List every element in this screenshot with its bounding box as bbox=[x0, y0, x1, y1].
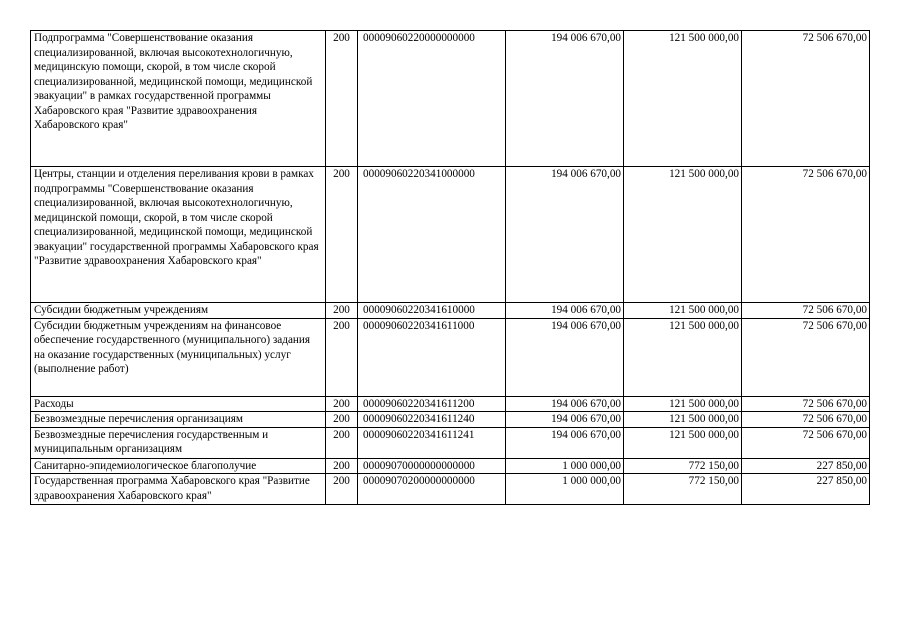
row-executed-cell: 121 500 000,00 bbox=[624, 427, 742, 458]
table-row bbox=[31, 318, 870, 396]
row-kbk-cell: 00009060220341611000 bbox=[358, 318, 506, 396]
row-plan-cell: 194 006 670,00 bbox=[506, 303, 624, 319]
table-row bbox=[31, 31, 870, 167]
row-remaining-cell: 227 850,00 bbox=[742, 458, 870, 474]
row-code-cell: 200 bbox=[326, 396, 358, 412]
row-name-cell: Безвозмездные перечисления организациям bbox=[31, 412, 326, 428]
row-executed-cell: 121 500 000,00 bbox=[624, 167, 742, 303]
row-code-cell: 200 bbox=[326, 458, 358, 474]
row-executed-cell: 772 150,00 bbox=[624, 474, 742, 505]
row-plan-cell: 194 006 670,00 bbox=[506, 396, 624, 412]
row-name-cell: Центры, станции и отделения переливания крови в рамках подпрограммы "Совершенствование оказания специализированной, включая высокотехнологичную, медицинской помощи, скорой, в том числе скорой специализированной, медицинской помощи, медицинской эвакуации" государственной программы Хабаровского края "Развитие здравоохранения Хабаровского края" bbox=[31, 167, 326, 303]
row-kbk-cell: 00009060220000000000 bbox=[358, 31, 506, 167]
row-remaining-cell: 72 506 670,00 bbox=[742, 318, 870, 396]
row-code-cell: 200 bbox=[326, 167, 358, 303]
row-name-cell: Расходы bbox=[31, 396, 326, 412]
row-plan-cell: 194 006 670,00 bbox=[506, 427, 624, 458]
row-remaining-cell: 72 506 670,00 bbox=[742, 303, 870, 319]
row-name-cell: Санитарно-эпидемиологическое благополучие bbox=[31, 458, 326, 474]
row-name-cell: Субсидии бюджетным учреждениям на финансовое обеспечение государственного (муниципального) задания на оказание государственных (муниципальных) услуг (выполнение работ) bbox=[31, 318, 326, 396]
row-name-cell: Безвозмездные перечисления государственным и муниципальным организациям bbox=[31, 427, 326, 458]
row-kbk-cell: 00009060220341611200 bbox=[358, 396, 506, 412]
table-row bbox=[31, 427, 870, 458]
table-row bbox=[31, 167, 870, 303]
row-kbk-cell: 00009060220341000000 bbox=[358, 167, 506, 303]
table-row bbox=[31, 396, 870, 412]
row-kbk-cell: 00009060220341611240 bbox=[358, 412, 506, 428]
budget-execution-table bbox=[30, 30, 870, 505]
row-remaining-cell: 72 506 670,00 bbox=[742, 412, 870, 428]
row-remaining-cell: 227 850,00 bbox=[742, 474, 870, 505]
row-executed-cell: 121 500 000,00 bbox=[624, 303, 742, 319]
row-plan-cell: 194 006 670,00 bbox=[506, 318, 624, 396]
row-code-cell: 200 bbox=[326, 303, 358, 319]
row-remaining-cell: 72 506 670,00 bbox=[742, 167, 870, 303]
row-plan-cell: 1 000 000,00 bbox=[506, 474, 624, 505]
row-executed-cell: 121 500 000,00 bbox=[624, 318, 742, 396]
row-plan-cell: 194 006 670,00 bbox=[506, 31, 624, 167]
row-executed-cell: 121 500 000,00 bbox=[624, 412, 742, 428]
row-remaining-cell: 72 506 670,00 bbox=[742, 427, 870, 458]
row-plan-cell: 1 000 000,00 bbox=[506, 458, 624, 474]
row-name-cell: Субсидии бюджетным учреждениям bbox=[31, 303, 326, 319]
row-kbk-cell: 00009060220341610000 bbox=[358, 303, 506, 319]
row-executed-cell: 121 500 000,00 bbox=[624, 396, 742, 412]
table-row bbox=[31, 412, 870, 428]
row-kbk-cell: 00009070000000000000 bbox=[358, 458, 506, 474]
row-plan-cell: 194 006 670,00 bbox=[506, 412, 624, 428]
row-code-cell: 200 bbox=[326, 31, 358, 167]
row-code-cell: 200 bbox=[326, 474, 358, 505]
row-executed-cell: 121 500 000,00 bbox=[624, 31, 742, 167]
row-kbk-cell: 00009060220341611241 bbox=[358, 427, 506, 458]
row-remaining-cell: 72 506 670,00 bbox=[742, 396, 870, 412]
row-code-cell: 200 bbox=[326, 427, 358, 458]
row-code-cell: 200 bbox=[326, 412, 358, 428]
table-row bbox=[31, 474, 870, 505]
table-row bbox=[31, 458, 870, 474]
row-kbk-cell: 00009070200000000000 bbox=[358, 474, 506, 505]
row-code-cell: 200 bbox=[326, 318, 358, 396]
row-name-cell: Подпрограмма "Совершенствование оказания специализированной, включая высокотехнологичную, медицинскую помощи, скорой, в том числе скорой специализированной, медицинской помощи, медицинской эвакуации" в рамках государственной программы Хабаровского края "Развитие здравоохранения Хабаровского края" bbox=[31, 31, 326, 167]
row-executed-cell: 772 150,00 bbox=[624, 458, 742, 474]
table-row bbox=[31, 303, 870, 319]
row-remaining-cell: 72 506 670,00 bbox=[742, 31, 870, 167]
row-plan-cell: 194 006 670,00 bbox=[506, 167, 624, 303]
row-name-cell: Государственная программа Хабаровского края "Развитие здравоохранения Хабаровского края" bbox=[31, 474, 326, 505]
